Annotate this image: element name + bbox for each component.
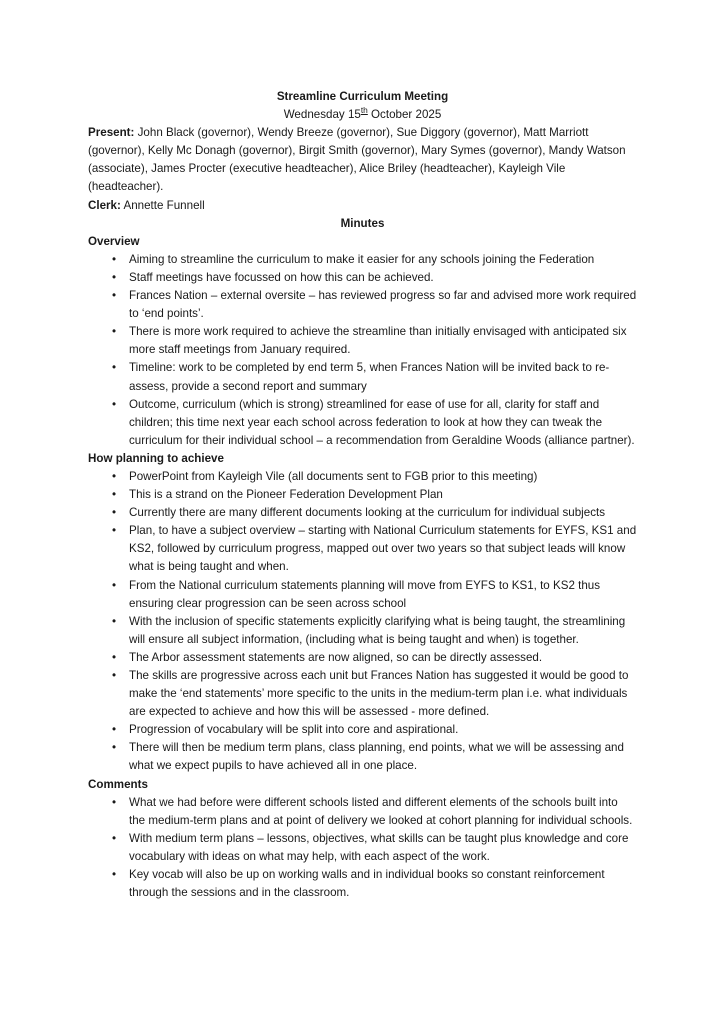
list-item: • The skills are progressive across each unit but Frances Nation has suggested it would be good to make the ‘end statements’ more specific to the units in the medium-term plan i.e. what individuals are expected to achieve and how this will be assessed - more defined.	[88, 667, 637, 721]
list-item: • PowerPoint from Kayleigh Vile (all documents sent to FGB prior to this meeting)	[88, 468, 637, 486]
document-title: Streamline Curriculum Meeting	[276, 90, 449, 103]
section-overview	[88, 233, 637, 450]
present-label: Present:	[88, 126, 135, 140]
list-item: • Aiming to streamline the curriculum to make it easier for any schools joining the Federation	[88, 251, 637, 269]
section-how-planning-to-achieve	[88, 450, 637, 776]
list-item: • From the National curriculum statements planning will move from EYFS to KS1, to KS2 thus ensuring clear progression can be seen across school	[88, 577, 637, 613]
list-item: • With medium term plans – lessons, objectives, what skills can be taught plus knowledge and core vocabulary with ideas on what may help, with each aspect of the work.	[88, 830, 637, 866]
present-text: John Black (governor), Wendy Breeze (governor), Sue Diggory (governor), Matt Marriott (governor), Kelly Mc Donagh (governor), Birgit Smith (governor), Mary Symes (governor), Mandy Watson (associate), James Procter (executive headteacher), Alice Briley (headteacher), Kayleigh Vile (headteacher).	[88, 126, 626, 194]
list-item: • Key vocab will also be up on working walls and in individual books so constant reinforcement through the sessions and in the classroom.	[88, 866, 637, 902]
list-item: • Timeline: work to be completed by end term 5, when Frances Nation will be invited back to re-assess, provide a second report and summary	[88, 359, 637, 395]
section-heading: Overview	[88, 234, 140, 248]
list-item: • There will then be medium term plans, class planning, end points, what we will be assessing and what we expect pupils to have achieved all in one place.	[88, 739, 637, 775]
section-bullet-list	[88, 468, 637, 776]
section-heading: Comments	[88, 777, 148, 791]
present-paragraph	[88, 124, 637, 196]
section-bullet-list	[88, 794, 637, 903]
list-item: • The Arbor assessment statements are now aligned, so can be directly assessed.	[88, 649, 637, 667]
list-item: • Currently there are many different documents looking at the curriculum for individual subjects	[88, 504, 637, 522]
list-item: • This is a strand on the Pioneer Federation Development Plan	[88, 486, 637, 504]
list-item: • Progression of vocabulary will be split into core and aspirational.	[88, 721, 637, 739]
section-comments	[88, 776, 637, 903]
clerk-paragraph	[88, 197, 637, 215]
clerk-label: Clerk:	[88, 198, 121, 212]
minutes-heading: Minutes	[340, 216, 385, 230]
meeting-date-ordinal: th	[360, 105, 368, 116]
list-item: • What we had before were different schools listed and different elements of the schools built into the medium-term plans and at point of delivery we looked at cohort planning for individual schools.	[88, 794, 637, 830]
clerk-text: Annette Funnell	[120, 198, 205, 212]
sections-container	[88, 233, 637, 902]
list-item: • Plan, to have a subject overview – starting with National Curriculum statements for EYFS, KS1 and KS2, followed by curriculum progress, mapped out over two years so that subject leads will know what is being taught and when.	[88, 522, 637, 576]
meeting-date	[88, 106, 637, 124]
list-item: • With the inclusion of specific statements explicitly clarifying what is being taught, the streamlining will ensure all subject information, (including what is being taught and when) is together.	[88, 613, 637, 649]
list-item: • Frances Nation – external oversite – has reviewed progress so far and advised more work required to ‘end points’.	[88, 287, 637, 323]
meeting-date-suffix: October 2025	[367, 108, 442, 122]
section-heading: How planning to achieve	[88, 451, 224, 465]
document-body	[88, 88, 637, 902]
list-item: • There is more work required to achieve the streamline than initially envisaged with anticipated six more staff meetings from January required.	[88, 323, 637, 359]
list-item: • Outcome, curriculum (which is strong) streamlined for ease of use for all, clarity for staff and children; this time next year each school across federation to look at how they can tweak the curriculum for their individual school – a recommendation from Geraldine Woods (alliance partner).	[88, 396, 637, 450]
meeting-date-prefix: Wednesday 15	[283, 108, 361, 122]
list-item: • Staff meetings have focussed on how this can be achieved.	[88, 269, 637, 287]
section-bullet-list	[88, 251, 637, 450]
